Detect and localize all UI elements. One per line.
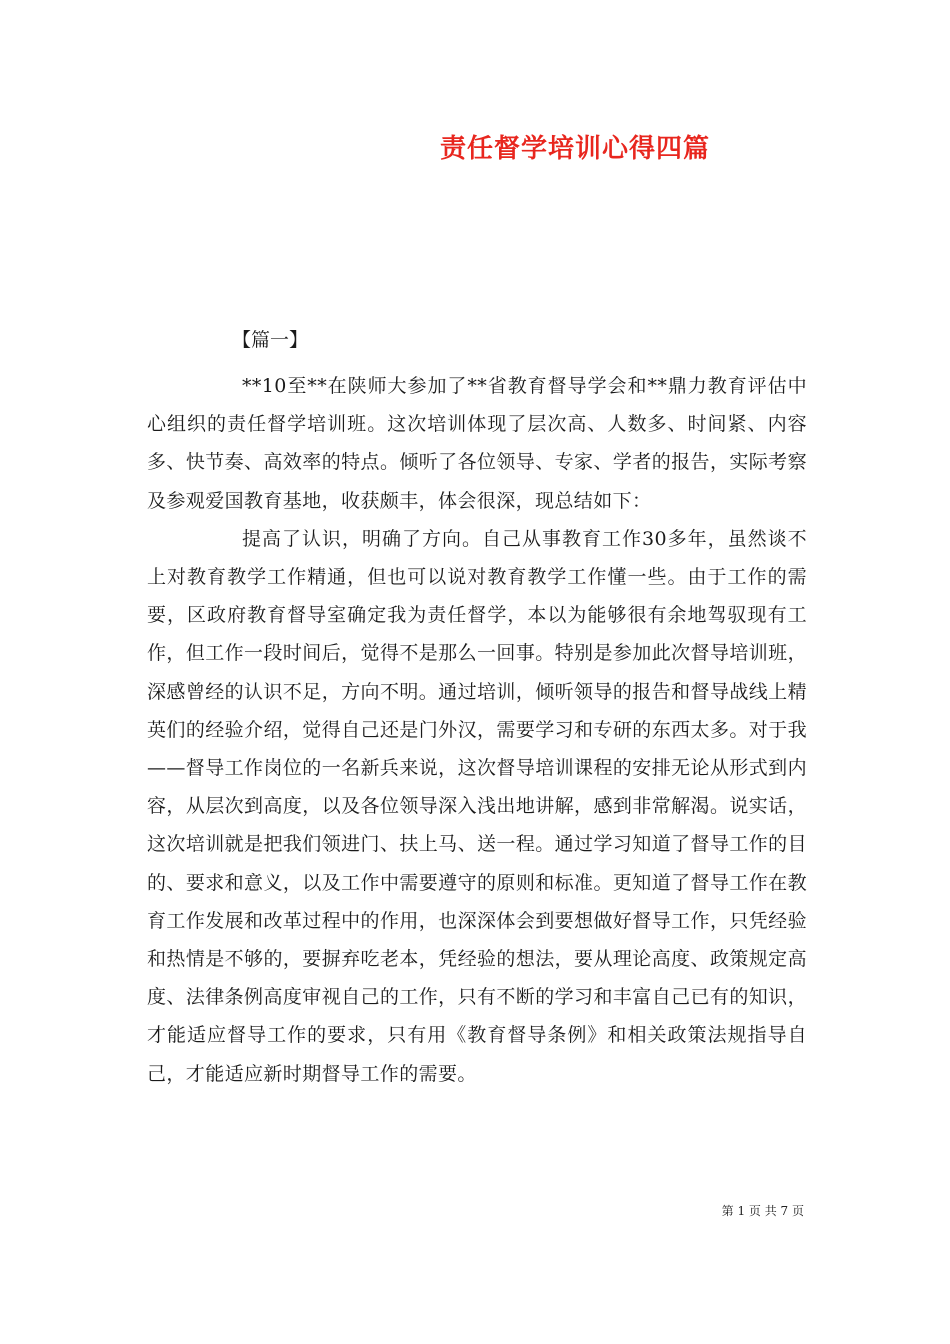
- body-paragraph-1: **10至**在陕师大参加了**省教育督导学会和**鼎力教育评估中心组织的责任督学培训班。这次培训体现了层次高、人数多、时间紧、内容多、快节奏、高效率的特点。倾听了各位领导、专家、学者的报告，实际考察及参观爱国教育基地，收获颇丰，体会很深，现总结如下：: [147, 375, 807, 512]
- document-body: [147, 367, 807, 1093]
- body-paragraph-2: 提高了认识，明确了方向。自己从事教育工作30多年，虽然谈不上对教育教学工作精通，但也可以说对教育教学工作懂一些。由于工作的需要，区政府教育督导室确定我为责任督学，本以为能够很有余地驾驭现有工作，但工作一段时间后，觉得不是那么一回事。特别是参加此次督导培训班，深感曾经的认识不足，方向不明。通过培训，倾听领导的报告和督导战线上精英们的经验介绍，觉得自己还是门外汉，需要学习和专研的东西太多。对于我——督导工作岗位的一名新兵来说，这次督导培训课程的安排无论从形式到内容，从层次到高度，以及各位领导深入浅出地讲解，感到非常解渴。说实话，这次培训就是把我们领进门、扶上马、送一程。通过学习知道了督导工作的目的、要求和意义，以及工作中需要遵守的原则和标准。更知道了督导工作在教育工作发展和改革过程中的作用，也深深体会到要想做好督导工作，只凭经验和热情是不够的，要摒弃吃老本，凭经验的想法，要从理论高度、政策规定高度、法律条例高度审视自己的工作，只有不断的学习和丰富自己已有的知识，才能适应督导工作的要求，只有用《教育督导条例》和相关政策法规指导自己，才能适应新时期督导工作的需要。: [147, 527, 807, 1085]
- document-title: 责任督学培训心得四篇: [439, 134, 710, 164]
- section-label: 【篇一】: [232, 329, 309, 351]
- page-number-footer: 第 1 页 共 7 页: [721, 1204, 804, 1218]
